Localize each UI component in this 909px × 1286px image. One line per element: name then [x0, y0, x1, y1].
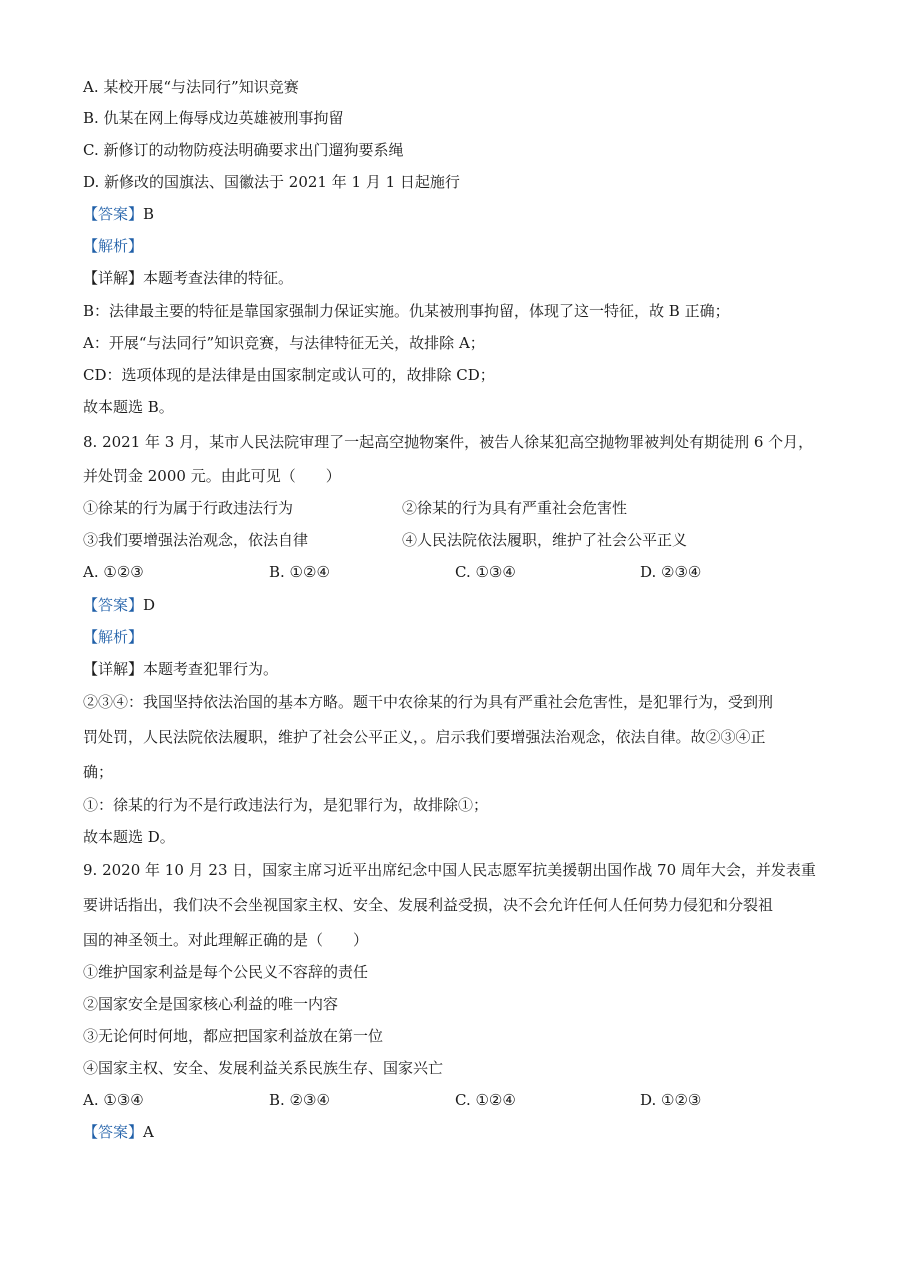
q8-item-2: ②徐某的行为具有严重社会危害性 — [402, 499, 628, 517]
q7-analysis — [83, 236, 143, 256]
answer-value: D — [143, 596, 156, 614]
q7-option-b: B. 仇某在网上侮辱戍边英雄被刑事拘留 — [83, 109, 344, 127]
q9-choice-c: C. ①②④ — [455, 1091, 516, 1109]
q9-stem-3: 国的神圣领土。对此理解正确的是（ ） — [83, 931, 369, 949]
analysis-tag: 【解析】 — [83, 628, 144, 646]
answer-tag: 【答案】 — [83, 596, 144, 614]
q8-answer — [83, 595, 155, 615]
q7-detail — [83, 268, 293, 288]
q8-explain-2: 罚处罚，人民法院依法履职，维护了社会公平正义，。启示我们要增强法治观念，依法自律。故②③④正 — [83, 728, 766, 746]
q9-item-4: ④国家主权、安全、发展利益关系民族生存、国家兴亡 — [83, 1059, 444, 1077]
answer-value: A — [143, 1123, 154, 1141]
q9-answer — [83, 1122, 154, 1142]
q8-choice-b: B. ①②④ — [269, 563, 330, 581]
analysis-tag: 【解析】 — [83, 237, 144, 255]
q8-item-4: ④人民法院依法履职，维护了社会公平正义 — [402, 531, 688, 549]
detail-tag: 【详解】 — [83, 269, 144, 287]
q9-choice-d: D. ①②③ — [640, 1091, 702, 1109]
detail-text: 本题考查法律的特征。 — [143, 269, 294, 287]
q8-conclusion: 故本题选 D。 — [83, 828, 175, 846]
q9-choice-a: A. ①③④ — [83, 1091, 144, 1109]
q8-choice-a: A. ①②③ — [83, 563, 144, 581]
q7-option-d: D. 新修改的国旗法、国徽法于 2021 年 1 月 1 日起施行 — [83, 173, 460, 191]
answer-tag: 【答案】 — [83, 205, 144, 223]
q7-explain-b: B：法律最主要的特征是靠国家强制力保证实施。仇某被刑事拘留，体现了这一特征，故 B 正确； — [83, 302, 730, 320]
answer-value: B — [143, 205, 155, 223]
q9-stem-2: 要讲话指出，我们决不会坐视国家主权、安全、发展利益受损，决不会允许任何人任何势力侵犯和分裂祖 — [83, 896, 774, 914]
q8-choice-c: C. ①③④ — [455, 563, 516, 581]
q7-option-c: C. 新修订的动物防疫法明确要求出门遛狗要系绳 — [83, 141, 404, 159]
q7-explain-cd: CD：选项体现的是法律是由国家制定或认可的，故排除 CD； — [83, 366, 495, 384]
q7-option-a: A. 某校开展“与法同行”知识竞赛 — [83, 78, 299, 96]
q8-detail — [83, 659, 278, 679]
q8-explain-4: ①：徐某的行为不是行政违法行为，是犯罪行为，故排除①； — [83, 796, 489, 814]
q8-explain-1: ②③④：我国坚持依法治国的基本方略。题干中农徐某的行为具有严重社会危害性，是犯罪行为，受到刑 — [83, 693, 774, 711]
q7-answer — [83, 204, 154, 224]
q9-item-3: ③无论何时何地，都应把国家利益放在第一位 — [83, 1027, 384, 1045]
q9-stem-1: 9. 2020 年 10 月 23 日，国家主席习近平出席纪念中国人民志愿军抗美援朝出国作战 70 周年大会，并发表重 — [83, 861, 816, 879]
q8-item-1: ①徐某的行为属于行政违法行为 — [83, 499, 294, 517]
detail-tag: 【详解】 — [83, 660, 144, 678]
q8-item-3: ③我们要增强法治观念，依法自律 — [83, 531, 309, 549]
q7-conclusion: 故本题选 B。 — [83, 398, 174, 416]
detail-text: 本题考查犯罪行为。 — [143, 660, 279, 678]
q8-stem-1: 8. 2021 年 3 月，某市人民法院审理了一起高空抛物案件，被告人徐某犯高空抛物罪被判处有期徒刑 6 个月， — [83, 433, 814, 451]
q8-choice-d: D. ②③④ — [640, 563, 702, 581]
q9-item-1: ①维护国家利益是每个公民义不容辞的责任 — [83, 963, 369, 981]
q8-stem-2: 并处罚金 2000 元。由此可见（ ） — [83, 467, 341, 485]
q8-analysis — [83, 627, 143, 647]
q9-choice-b: B. ②③④ — [269, 1091, 330, 1109]
answer-tag: 【答案】 — [83, 1123, 144, 1141]
q7-explain-a: A：开展“与法同行”知识竞赛，与法律特征无关，故排除 A； — [83, 334, 485, 352]
q9-item-2: ②国家安全是国家核心利益的唯一内容 — [83, 995, 339, 1013]
q8-explain-3: 确； — [83, 763, 114, 781]
